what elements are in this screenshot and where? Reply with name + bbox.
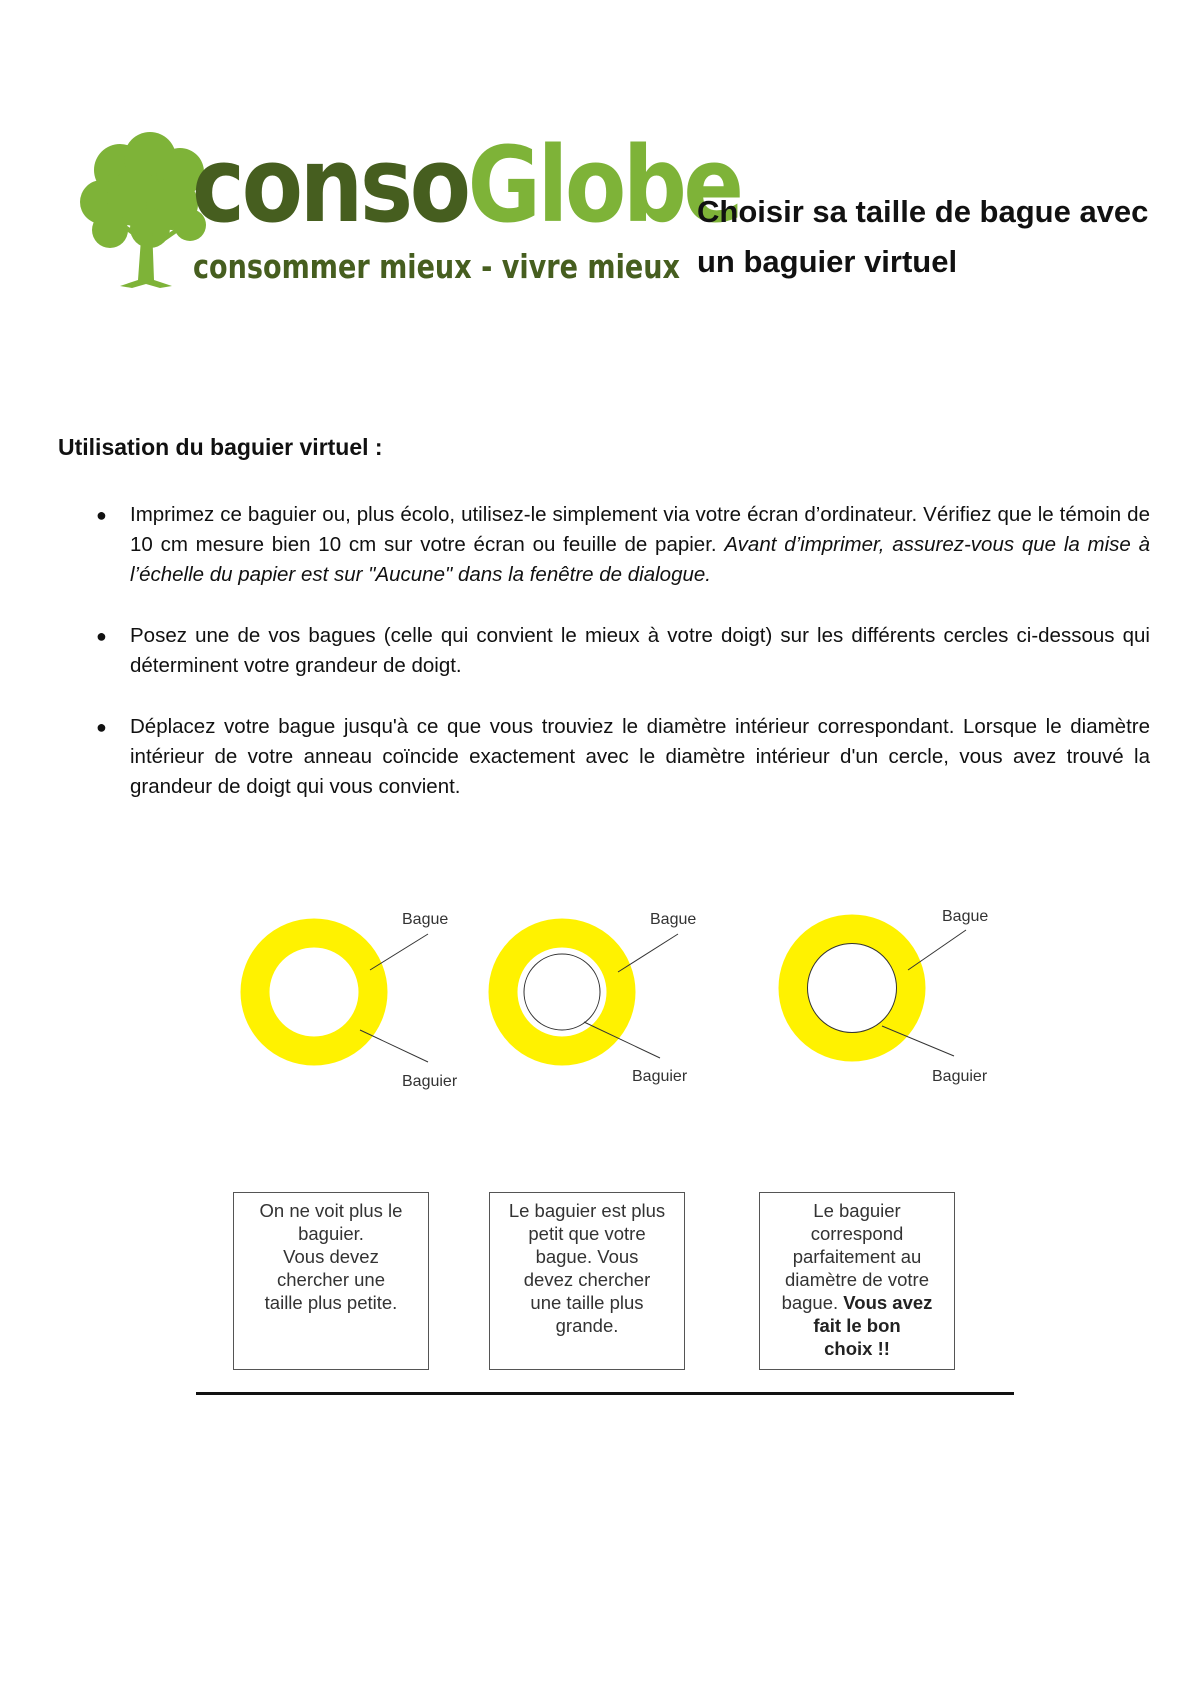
bullet-icon: ● [96,626,107,646]
baguier-circle [808,944,897,1033]
bullet-icon: ● [96,717,107,737]
label-bague: Bague [402,911,449,928]
reference-line [196,1392,1014,1395]
box-text: devez chercher [523,1269,651,1290]
box-text [760,1337,954,1360]
baguier-circle [524,954,600,1030]
label-bague: Bague [942,908,989,925]
box-text [760,1314,954,1337]
ring-example-too-big [255,911,458,1090]
list-item [96,621,1150,681]
ring-diagram [230,900,990,1120]
brand-tagline: consommer mieux - vivre mieux [193,247,680,286]
instruction-list [96,500,1151,833]
pointer-line [360,1030,428,1062]
box-text-bold: choix !! [824,1338,890,1359]
label-bague: Bague [650,911,697,928]
box-text-bold: fait le bon [813,1315,901,1336]
ring-shape [793,929,911,1047]
box-text: diamètre de votre [785,1269,929,1290]
ring-shape [255,933,373,1051]
box-text: correspond [810,1223,904,1244]
box-text: baguier. [298,1223,364,1244]
box-text: bague. Vous [535,1246,639,1267]
ring-example-correct [793,908,988,1085]
explanation-box-correct [759,1192,955,1370]
box-text: Le baguier est plus [508,1200,666,1221]
tree-icon [80,130,210,295]
explanation-box-too-big [233,1192,429,1370]
step-note: Avant d’imprimer, assurez-vous que la mise à l’échelle du papier est sur "Aucune" dans la fenêtre de dialogue. [130,533,1151,586]
box-text: taille plus petite. [264,1292,398,1313]
box-text: petit que votre [528,1223,646,1244]
page-title [697,187,1177,287]
box-text-regular: bague. [781,1292,844,1313]
box-text: chercher une [277,1269,385,1290]
step-text: Déplacez votre bague jusqu'à ce que vous trouviez le diamètre intérieur correspondant. Lorsque le diamètre intérieur de votre anneau coïncide exactement avec le diamètre intérieur d'un cercle, vous avez trouvé la grandeur de doigt qui vous convient. [130,715,1150,798]
pointer-line [618,934,678,972]
box-text: Vous devez [283,1246,379,1267]
label-baguier: Baguier [632,1068,688,1085]
logo [80,124,741,295]
title-line-1: Choisir sa taille de bague avec [697,194,1149,229]
section-title: Utilisation du baguier virtuel : [58,434,383,460]
step-text: Posez une de vos bagues (celle qui convient le mieux à votre doigt) sur les différents cercles ci-dessous qui déterminent votre grandeur de doigt. [130,624,1150,677]
box-text: parfaitement au [792,1246,922,1267]
list-item [96,712,1150,802]
box-text: On ne voit plus le [259,1200,403,1221]
bullet-icon: ● [96,505,107,525]
pointer-line [908,930,966,970]
box-text: Le baguier [813,1200,901,1221]
title-line-2: un baguier virtuel [697,244,958,279]
box-text: grande. [555,1315,619,1336]
label-baguier: Baguier [402,1073,458,1090]
brand-name: consoGlobe [192,124,741,246]
box-text: une taille plus [530,1292,644,1313]
step-text: Imprimez ce baguier ou, plus écolo, utilisez-le simplement via votre écran d’ordinateur. Vérifiez que le témoin de 10 cm mesure bien 10 cm sur votre écran ou feuille de papier. [130,503,1150,556]
box-text [760,1291,954,1314]
pointer-line [370,934,428,970]
ring-example-too-small [503,911,696,1085]
label-baguier: Baguier [932,1068,988,1085]
explanation-box-too-small [489,1192,685,1370]
box-text-bold: Vous avez [843,1292,933,1313]
list-item [96,500,1151,590]
